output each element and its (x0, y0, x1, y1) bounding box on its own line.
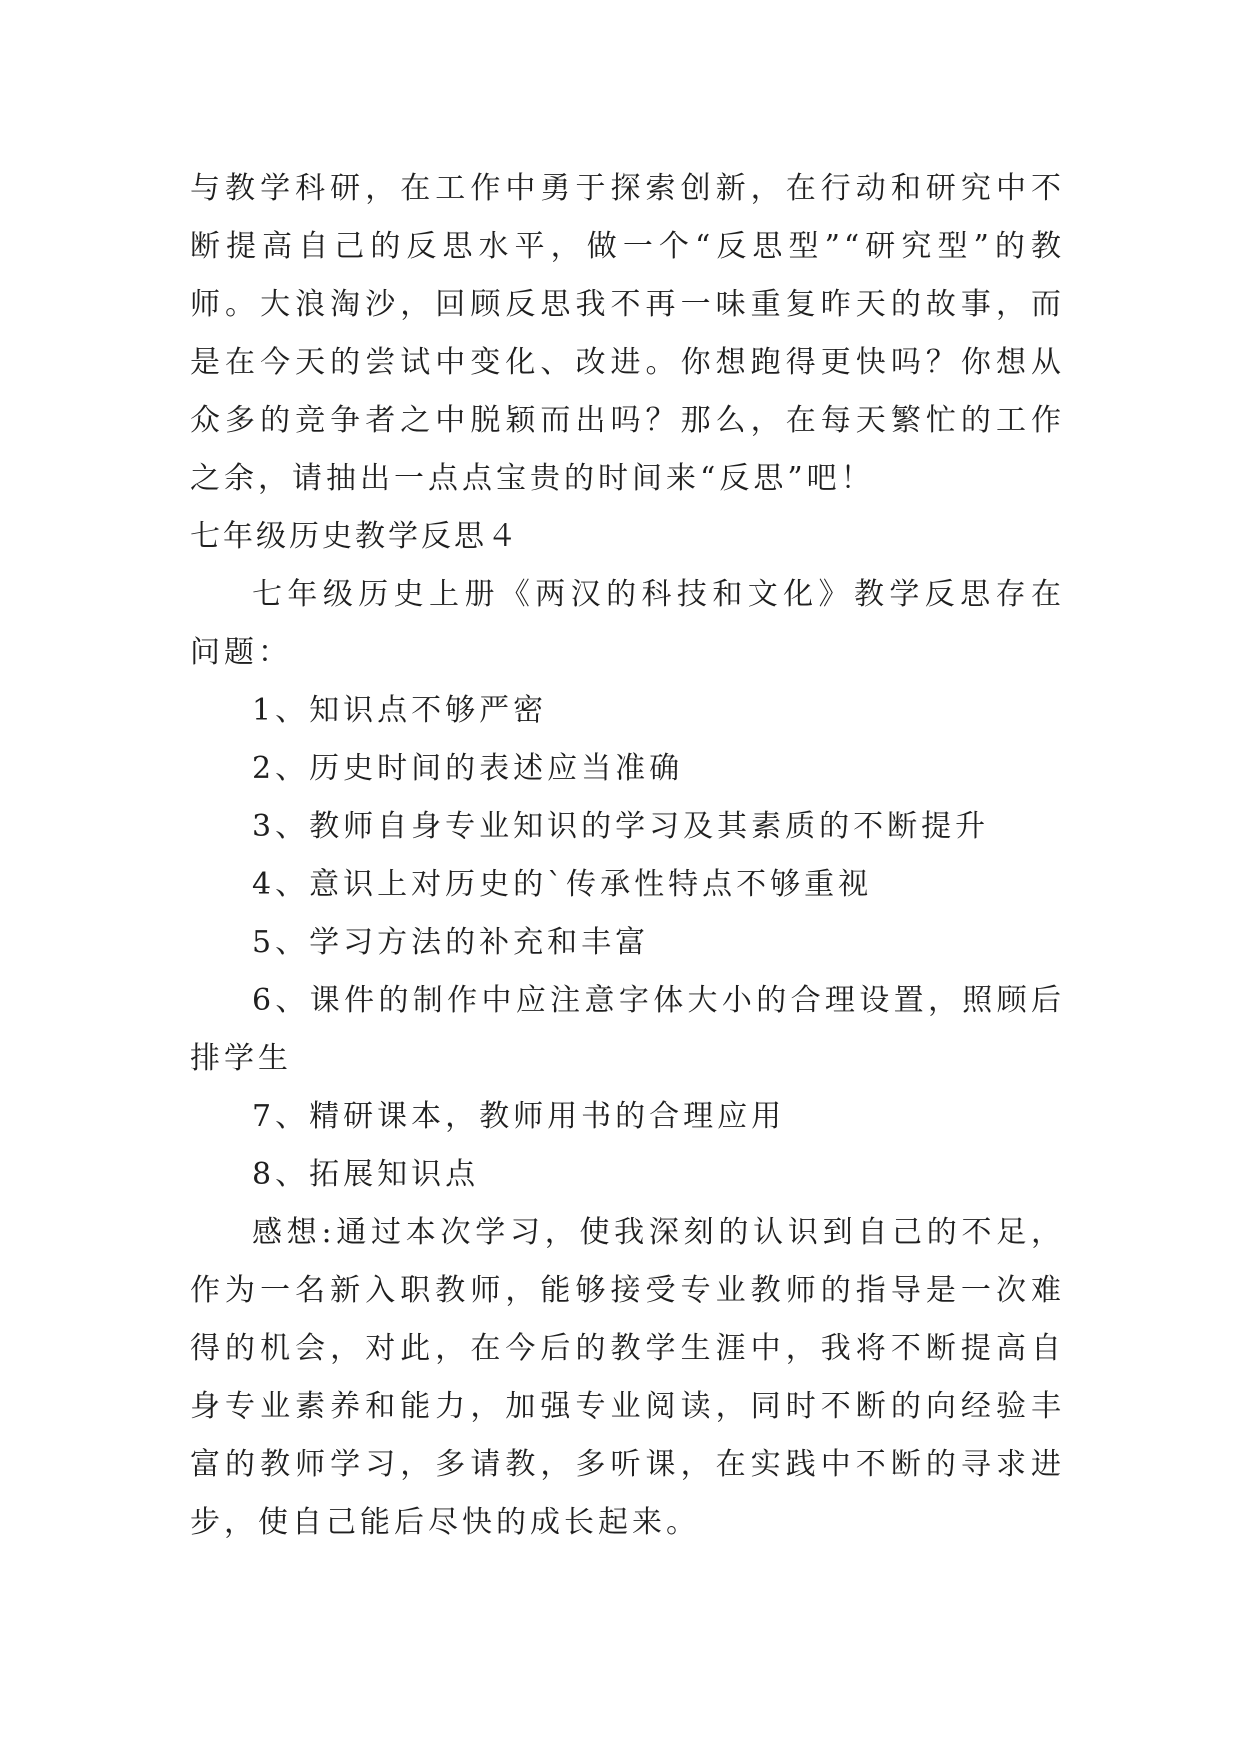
problem-item-5: 5、学习方法的补充和丰富 (252, 925, 650, 960)
problem-item-3: 3、教师自身专业知识的学习及其素质的不断提升 (252, 809, 990, 844)
reflection-paragraph: 感想:通过本次学习，使我深刻的认识到自己的不足，作为一名新入职教师，能够接受专业教师的指导是一次难得的机会，对此，在今后的教学生涯中，我将不断提高自身专业素养和能力，加强专业阅读，同时不断的向经验丰富的教师学习，多请教，多听课，在实践中不断的寻求进步，使自己能后尽快的成长起来。 (190, 1215, 1065, 1540)
problem-item-2: 2、历史时间的表述应当准确 (252, 751, 684, 786)
document-body (190, 160, 1065, 1552)
problem-intro: 七年级历史上册《两汉的科技和文化》教学反思存在问题： (190, 577, 1065, 670)
problem-item-1: 1、知识点不够严密 (252, 693, 548, 728)
intro-paragraph: 与教学科研，在工作中勇于探索创新，在行动和研究中不断提高自己的反思水平，做一个“反思型”“研究型”的教师。大浪淘沙，回顾反思我不再一味重复昨天的故事，而是在今天的尝试中变化、改进。你想跑得更快吗？你想从众多的竞争者之中脱颖而出吗？那么，在每天繁忙的工作之余，请抽出一点点宝贵的时间来“反思”吧！ (190, 171, 1065, 496)
problem-item-7: 7、精研课本，教师用书的合理应用 (252, 1099, 786, 1134)
problem-item-8: 8、拓展知识点 (252, 1157, 480, 1192)
problem-item-4: 4、意识上对历史的`传承性特点不够重视 (252, 867, 873, 902)
problem-item-6: 6、课件的制作中应注意字体大小的合理设置，照顾后排学生 (190, 983, 1065, 1076)
section-title: 七年级历史教学反思４ (190, 519, 520, 554)
